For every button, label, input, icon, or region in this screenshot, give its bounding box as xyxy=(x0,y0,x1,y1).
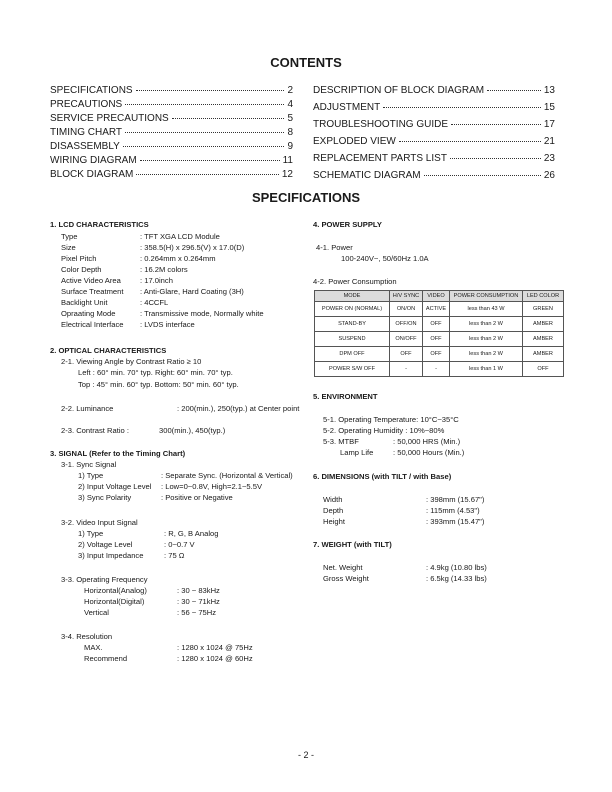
spec-row: Active Video Area xyxy=(61,276,121,285)
operating-humidity: 5-2. Operating Humidity : 10%~80% xyxy=(323,426,445,435)
table-cell: OFF/ON xyxy=(390,317,423,332)
environment-heading: 5. ENVIRONMENT xyxy=(313,392,378,401)
table-cell: less than 2 W xyxy=(450,317,523,332)
power-heading: 4. POWER SUPPLY xyxy=(313,220,382,229)
viewing-left-right: Left : 60° min. 70° typ. Right: 60° min. 70° typ. xyxy=(78,368,233,377)
spec-row: Surface Treatment xyxy=(61,287,124,296)
column-header: VIDEO xyxy=(423,291,450,302)
spec-row: Vertical xyxy=(84,608,109,617)
mtbf-value: : 50,000 HRS (Min.) xyxy=(393,437,461,446)
spec-row: Horizontal(Digital) xyxy=(84,597,145,606)
table-cell: AMBER xyxy=(523,317,564,332)
table-cell: POWER ON (NORMAL) xyxy=(315,302,390,317)
spec-value: : 30 ~ 71kHz xyxy=(177,597,220,606)
spec-row: Size xyxy=(61,243,76,252)
optical-heading: 2. OPTICAL CHARACTERISTICS xyxy=(50,346,167,355)
table-cell: POWER S/W OFF xyxy=(315,362,390,377)
spec-value: : 358.5(H) x 296.5(V) x 17.0(D) xyxy=(140,243,245,252)
column-header: POWER CONSUMPTION xyxy=(450,291,523,302)
spec-value: : 0.264mm x 0.264mm xyxy=(140,254,216,263)
table-cell: OFF xyxy=(423,317,450,332)
contents-title: CONTENTS xyxy=(270,55,342,70)
spec-value: : 75 Ω xyxy=(164,551,185,560)
toc-entry[interactable]: SCHEMATIC DIAGRAM 26 xyxy=(313,170,555,181)
table-row xyxy=(315,362,564,377)
table-cell: - xyxy=(390,362,423,377)
table-cell: OFF xyxy=(390,347,423,362)
toc-entry[interactable]: ADJUSTMENT 15 xyxy=(313,102,555,113)
toc-entry[interactable]: DESCRIPTION OF BLOCK DIAGRAM 13 xyxy=(313,85,555,96)
spec-value: : 115mm (4.53") xyxy=(426,506,480,515)
toc-entry[interactable]: SPECIFICATIONS 2 xyxy=(50,85,293,96)
spec-value: : Anti-Glare, Hard Coating (3H) xyxy=(140,287,244,296)
spec-value: : 393mm (15.47") xyxy=(426,517,485,526)
viewing-angle: 2-1. Viewing Angle by Contrast Ratio ≥ 10 xyxy=(61,357,202,366)
spec-value: : 4.9kg (10.80 lbs) xyxy=(426,563,487,572)
page-number: - 2 - xyxy=(297,750,314,760)
spec-value: : 30 ~ 83kHz xyxy=(177,586,220,595)
table-cell: SUSPEND xyxy=(315,332,390,347)
spec-value: : 17.0inch xyxy=(140,276,173,285)
spec-value: : 1280 x 1024 @ 75Hz xyxy=(177,643,253,652)
spec-row: Backlight Unit xyxy=(61,298,108,307)
signal-heading: 3. SIGNAL (Refer to the Timing Chart) xyxy=(50,449,186,458)
spec-value: : LVDS interface xyxy=(140,320,195,329)
toc-entry[interactable]: SERVICE PRECAUTIONS 5 xyxy=(50,113,293,124)
spec-value: : 1280 x 1024 @ 60Hz xyxy=(177,654,253,663)
spec-row: Type xyxy=(61,232,78,241)
spec-value: : Low=0~0.8V, High=2.1~5.5V xyxy=(161,482,263,491)
spec-row: Gross Weight xyxy=(323,574,369,583)
spec-value: : 4CCFL xyxy=(140,298,169,307)
table-cell: less than 2 W xyxy=(450,347,523,362)
table-header-row xyxy=(315,291,564,302)
spec-row: Horizontal(Analog) xyxy=(84,586,147,595)
video-input-title: 3-2. Video Input Signal xyxy=(61,518,138,527)
toc-entry[interactable]: WIRING DIAGRAM 11 xyxy=(50,155,293,166)
spec-row: 1) Type xyxy=(78,529,104,538)
spec-row: Pixel Pitch xyxy=(61,254,97,263)
luminance-label: 2-2. Luminance xyxy=(61,404,114,413)
table-cell: AMBER xyxy=(523,332,564,347)
operating-temperature: 5-1. Operating Temperature: 10°C~35°C xyxy=(323,415,459,424)
consumption-subtitle: 4-2. Power Consumption xyxy=(313,277,397,286)
table-cell: ON/ON xyxy=(390,302,423,317)
spec-value: : 56 ~ 75Hz xyxy=(177,608,217,617)
spec-value: : 16.2M colors xyxy=(140,265,188,274)
resolution-title: 3-4. Resolution xyxy=(61,632,113,641)
power-value: 100-240V~, 50/60Hz 1.0A xyxy=(341,254,429,263)
spec-value: : R, G, B Analog xyxy=(164,529,219,538)
spec-row: 3) Sync Polarity xyxy=(78,493,132,502)
table-cell: OFF xyxy=(523,362,564,377)
spec-value: : Separate Sync. (Horizontal & Vertical) xyxy=(161,471,293,480)
column-header: H/V SYNC xyxy=(390,291,423,302)
toc-entry[interactable]: TIMING CHART 8 xyxy=(50,127,293,138)
table-cell: OFF xyxy=(423,347,450,362)
luminance-value: : 200(min.), 250(typ.) at Center point xyxy=(177,404,300,413)
column-header: LED COLOR xyxy=(523,291,564,302)
spec-row: Depth xyxy=(323,506,344,515)
specifications-title: SPECIFICATIONS xyxy=(251,190,361,205)
table-cell: GREEN xyxy=(523,302,564,317)
table-cell: OFF xyxy=(423,332,450,347)
spec-row: Opraating Mode xyxy=(61,309,116,318)
weight-heading: 7. WEIGHT (with TILT) xyxy=(313,540,392,549)
table-cell: STAND-BY xyxy=(315,317,390,332)
toc-entry[interactable]: BLOCK DIAGRAM 12 xyxy=(50,169,293,180)
table-cell: ACTIVE xyxy=(423,302,450,317)
spec-row: 3) Input Impedance xyxy=(78,551,144,560)
contrast-label: 2-3. Contrast Ratio : xyxy=(61,426,129,435)
spec-row: 2) Voltage Level xyxy=(78,540,133,549)
lcd-heading: 1. LCD CHARACTERISTICS xyxy=(50,220,149,229)
table-cell: AMBER xyxy=(523,347,564,362)
spec-value: : 6.5kg (14.33 lbs) xyxy=(426,574,487,583)
spec-value: : 0~0.7 V xyxy=(164,540,195,549)
toc-entry[interactable]: TROUBLESHOOTING GUIDE 17 xyxy=(313,119,555,130)
table-cell: ON/OFF xyxy=(390,332,423,347)
spec-row: MAX. xyxy=(84,643,103,652)
spec-row: Height xyxy=(323,517,345,526)
toc-entry[interactable]: PRECAUTIONS 4 xyxy=(50,99,293,110)
table-cell: DPM OFF xyxy=(315,347,390,362)
sync-signal-title: 3-1. Sync Signal xyxy=(61,460,117,469)
toc-entry[interactable]: EXPLODED VIEW 21 xyxy=(313,136,555,147)
viewing-top-bottom: Top : 45° min. 60° typ. Bottom: 50° min. 60° typ. xyxy=(78,380,239,389)
spec-value: : Transmissive mode, Normally white xyxy=(140,309,264,318)
lamp-life-value: : 50,000 Hours (Min.) xyxy=(393,448,465,457)
spec-row: Net. Weight xyxy=(323,563,363,572)
spec-value: : 398mm (15.67") xyxy=(426,495,485,504)
table-cell: less than 1 W xyxy=(450,362,523,377)
spec-row: Electrical Interface xyxy=(61,320,124,329)
spec-row: Width xyxy=(323,495,343,504)
table-cell: - xyxy=(423,362,450,377)
table-cell: less than 43 W xyxy=(450,302,523,317)
toc-entry[interactable]: DISASSEMBLY 9 xyxy=(50,141,293,152)
table-row xyxy=(315,302,564,317)
table-row xyxy=(315,347,564,362)
power-subtitle: 4-1. Power xyxy=(316,243,353,252)
spec-row: Recommend xyxy=(84,654,128,663)
lamp-life-label: Lamp Life xyxy=(340,448,374,457)
table-row xyxy=(315,332,564,347)
spec-value: : Positive or Negative xyxy=(161,493,233,502)
column-header: MODE xyxy=(315,291,390,302)
toc-entry[interactable]: REPLACEMENT PARTS LIST 23 xyxy=(313,153,555,164)
mtbf-label: 5-3. MTBF xyxy=(323,437,359,446)
table-cell: less than 2 W xyxy=(450,332,523,347)
spec-row: 2) Input Voltage Level xyxy=(78,482,152,491)
spec-value: : TFT XGA LCD Module xyxy=(140,232,220,241)
dimensions-heading: 6. DIMENSIONS (with TILT / with Base) xyxy=(313,472,452,481)
spec-row: Color Depth xyxy=(61,265,102,274)
frequency-title: 3-3. Operating Frequency xyxy=(61,575,148,584)
power-consumption-table xyxy=(314,290,564,377)
table-row xyxy=(315,317,564,332)
spec-row: 1) Type xyxy=(78,471,104,480)
contrast-value: 300(min.), 450(typ.) xyxy=(159,426,226,435)
